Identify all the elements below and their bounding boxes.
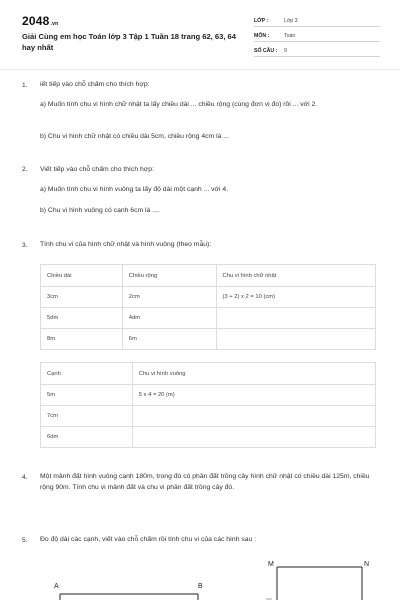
- question-3-number: 3.: [22, 242, 28, 249]
- document-header: [0, 0, 400, 68]
- logo-suffix: .vn: [50, 21, 59, 27]
- question-1-text: iết tiếp vào chỗ chấm cho thích hợp:: [40, 81, 150, 88]
- table-header-cell: Chiều dài: [41, 265, 123, 287]
- table-row: [41, 329, 376, 350]
- table-row: [41, 287, 376, 308]
- vertex-label-n: N: [364, 561, 370, 568]
- logo-text: 2048: [22, 14, 50, 28]
- question-4-text: Một mảnh đất hình vuông cạnh 180m, trong đó có phần đất trồng cây hình chữ nhật có chiều dài 125m, chiều rộng 90m. Tính chu vi mảnh đất và chu vi phần đất trồng cây đó.: [40, 473, 370, 491]
- question-1-part-b: b) Chu vi hình chữ nhật có chiều dài 5cm, chiều rộng 4cm là ...: [40, 133, 229, 140]
- question-2-number: 2.: [22, 166, 28, 173]
- meta-grade-value: Lớp 3: [284, 18, 298, 24]
- table-cell: 2cm: [122, 287, 216, 308]
- table-row: [41, 385, 376, 406]
- table-cell: [132, 427, 375, 448]
- table-cell: 3cm: [41, 287, 123, 308]
- meta-grade: [254, 16, 380, 27]
- meta-subject-value: Toán: [284, 33, 296, 39]
- question-2-part-a: a) Muốn tính chu vi hình vuông ta lấy độ dài một cạnh ... với 4.: [40, 186, 229, 193]
- rectangle-perimeter-table: [40, 264, 376, 350]
- meta-count-label: SỐ CÂU :: [254, 48, 278, 54]
- table-cell: [132, 406, 375, 427]
- table-cell: 5m: [41, 385, 133, 406]
- site-logo[interactable]: [22, 14, 58, 28]
- table-cell: 5dm: [41, 308, 123, 329]
- question-5-text: Đo độ dài các cạnh, viết vào chỗ chấm rồi tính chu vi của các hình sau :: [40, 536, 257, 543]
- table-row: [41, 427, 376, 448]
- question-5-number: 5.: [22, 537, 28, 544]
- table-header-cell: Cạnh: [41, 363, 133, 385]
- table-cell: [216, 308, 375, 329]
- question-3-text: Tính chu vi của hình chữ nhật và hình vuông (theo mẫu):: [40, 241, 212, 248]
- table-row: [41, 406, 376, 427]
- table-cell: [216, 329, 375, 350]
- vertex-label-a: A: [54, 583, 59, 590]
- meta-grade-label: LỚP :: [254, 18, 269, 24]
- table-header-cell: Chu vi hình vuông: [132, 363, 375, 385]
- table-cell: (3 + 2) x 2 = 10 (cm): [216, 287, 375, 308]
- meta-count: [254, 46, 380, 57]
- table-header-cell: Chiều rộng: [122, 265, 216, 287]
- table-cell: 7cm: [41, 406, 133, 427]
- square-perimeter-table: [40, 362, 376, 448]
- table-row: [41, 308, 376, 329]
- geometry-figures: [0, 550, 400, 600]
- table-cell: 6dm: [41, 427, 133, 448]
- meta-subject-label: MÔN :: [254, 33, 270, 39]
- vertex-label-b: B: [198, 583, 203, 590]
- meta-count-value: 9: [284, 48, 287, 54]
- header-divider: [0, 69, 400, 70]
- table-header-cell: Chu vi hình chữ nhật: [216, 265, 375, 287]
- table-header-row: [41, 265, 376, 287]
- question-1-part-a: a) Muốn tính chu vi hình chữ nhật ta lấy chiều dài ... chiều rộng (cùng đơn vị đo) rồi ... với 2.: [40, 101, 318, 108]
- page-title: Giải Cùng em học Toán lớp 3 Tập 1 Tuần 18 trang 62, 63, 64 hay nhất: [22, 32, 236, 52]
- table-header-row: [41, 363, 376, 385]
- vertex-label-m: M: [268, 561, 274, 568]
- table-cell: 8m: [41, 329, 123, 350]
- table-cell: 4dm: [122, 308, 216, 329]
- question-2-part-b: b) Chu vi hình vuông có cạnh 6cm là ....: [40, 207, 160, 214]
- table-cell: 6m: [122, 329, 216, 350]
- meta-subject: [254, 31, 380, 42]
- question-2-text: Viết tiếp vào chỗ chấm cho thích hợp:: [40, 166, 154, 173]
- table-cell: 5 x 4 = 20 (m): [132, 385, 375, 406]
- question-1-number: 1.: [22, 82, 28, 89]
- question-4-number: 4.: [22, 474, 28, 481]
